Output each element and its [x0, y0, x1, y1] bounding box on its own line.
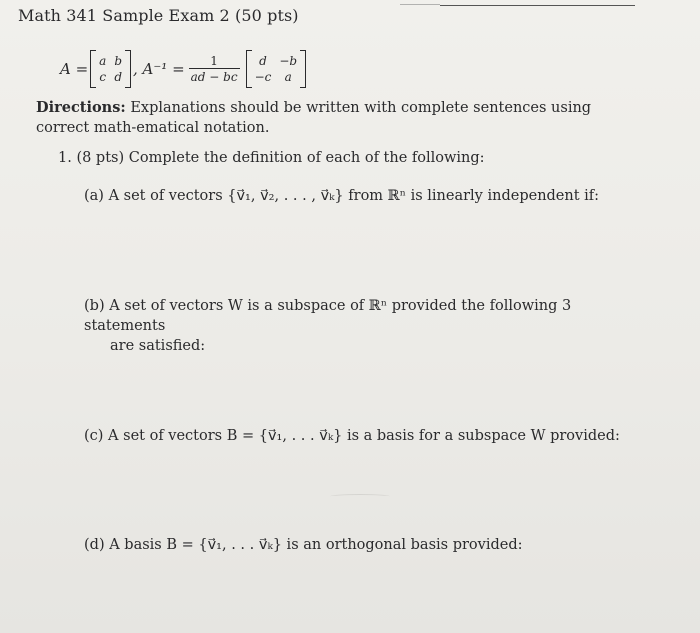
directions-label: Directions:: [36, 99, 126, 116]
fraction-numerator: 1: [210, 54, 218, 68]
question-1: 1. (8 pts) Complete the definition of each of the following:: [58, 150, 485, 166]
part-c: (c) A set of vectors B = {v⃗₁, . . . v⃗ₖ} is a basis for a subspace W provided:: [84, 428, 620, 444]
part-b-line1: (b) A set of vectors W is a subspace of ℝⁿ provided the following 3 statements: [84, 298, 572, 334]
determinant-fraction: [189, 54, 240, 84]
matrix-a-label: A =: [60, 60, 89, 78]
part-b: [84, 296, 649, 356]
matrix-inv-entry: a: [284, 69, 292, 84]
inverse-formula: [60, 48, 308, 90]
name-line: [440, 5, 635, 6]
matrix-a-entry: b: [114, 53, 123, 68]
directions-paragraph: [36, 98, 646, 138]
directions-text: Explanations should be written with complete sentences using correct math-ematical notation.: [36, 100, 592, 136]
corner-scribble: [400, 0, 440, 5]
matrix-a: [90, 50, 131, 88]
part-a: (a) A set of vectors {v⃗₁, v⃗₂, . . . , v⃗ₖ} from ℝⁿ is linearly independent if:: [84, 188, 600, 204]
matrix-a-entry: c: [99, 69, 107, 84]
fraction-denominator: ad − bc: [190, 70, 238, 84]
matrix-a-entry: a: [99, 53, 107, 68]
exam-title: Math 341 Sample Exam 2 (50 pts): [18, 6, 299, 25]
part-d: (d) A basis B = {v⃗₁, . . . v⃗ₖ} is an orthogonal basis provided:: [84, 537, 523, 553]
matrix-inverse: [246, 50, 307, 88]
faint-mark: [330, 494, 390, 499]
inverse-label: , A⁻¹ =: [133, 60, 185, 78]
matrix-a-entry: d: [114, 69, 123, 84]
matrix-inv-entry: d: [259, 53, 267, 68]
matrix-inv-entry: −c: [254, 69, 272, 84]
matrix-inv-entry: −b: [279, 53, 298, 68]
part-b-line2: are satisfied:: [110, 338, 206, 354]
